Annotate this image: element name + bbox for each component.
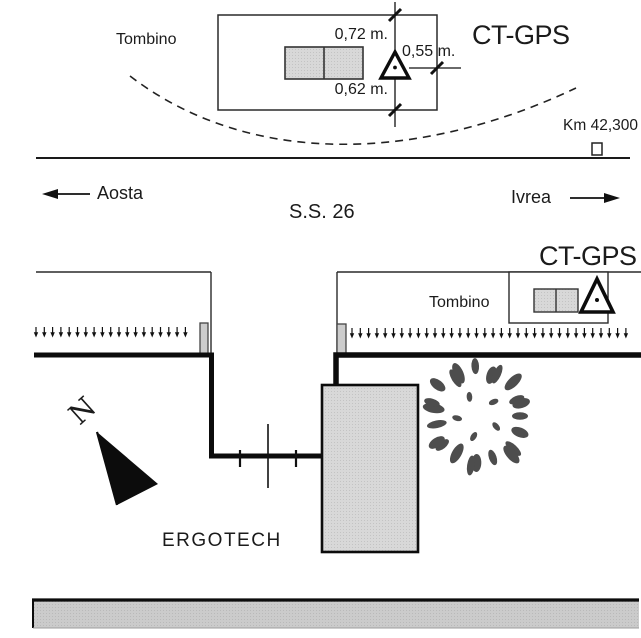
km-label: Km 42,300 [563,117,638,134]
hatching-right [350,328,628,339]
road-dest-left: Aosta [97,183,144,203]
tree-icon [422,358,531,476]
left-parcel-boundary [36,272,211,353]
manhole-small-icon [534,289,578,312]
road-dest-right: Ivrea [511,187,552,207]
gate-post-left [200,323,208,354]
tombino-label-top: Tombino [116,31,177,48]
north-arrow-icon [97,432,158,505]
tombino-label-site: Tombino [429,294,490,311]
ivrea-direction-arrow-icon [570,193,620,203]
building-footprint [322,385,418,552]
km-marker-square [592,143,602,155]
north-letter: N [62,390,103,432]
station-label-top: CT-GPS [472,20,570,50]
hatching-left [34,327,188,338]
bottom-bar [32,599,639,628]
dim-072-label: 0,72 m. [334,26,388,43]
gate-post-right [337,324,346,354]
aosta-direction-arrow-icon [42,189,90,199]
road-name: S.S. 26 [289,201,355,223]
station-label-site: CT-GPS [539,241,637,271]
manhole-icon [285,47,363,79]
building-name-label: ERGOTECH [162,530,282,551]
dim-062-label: 0,62 m. [334,81,388,98]
dim-055-label: 0,55 m. [402,43,456,60]
